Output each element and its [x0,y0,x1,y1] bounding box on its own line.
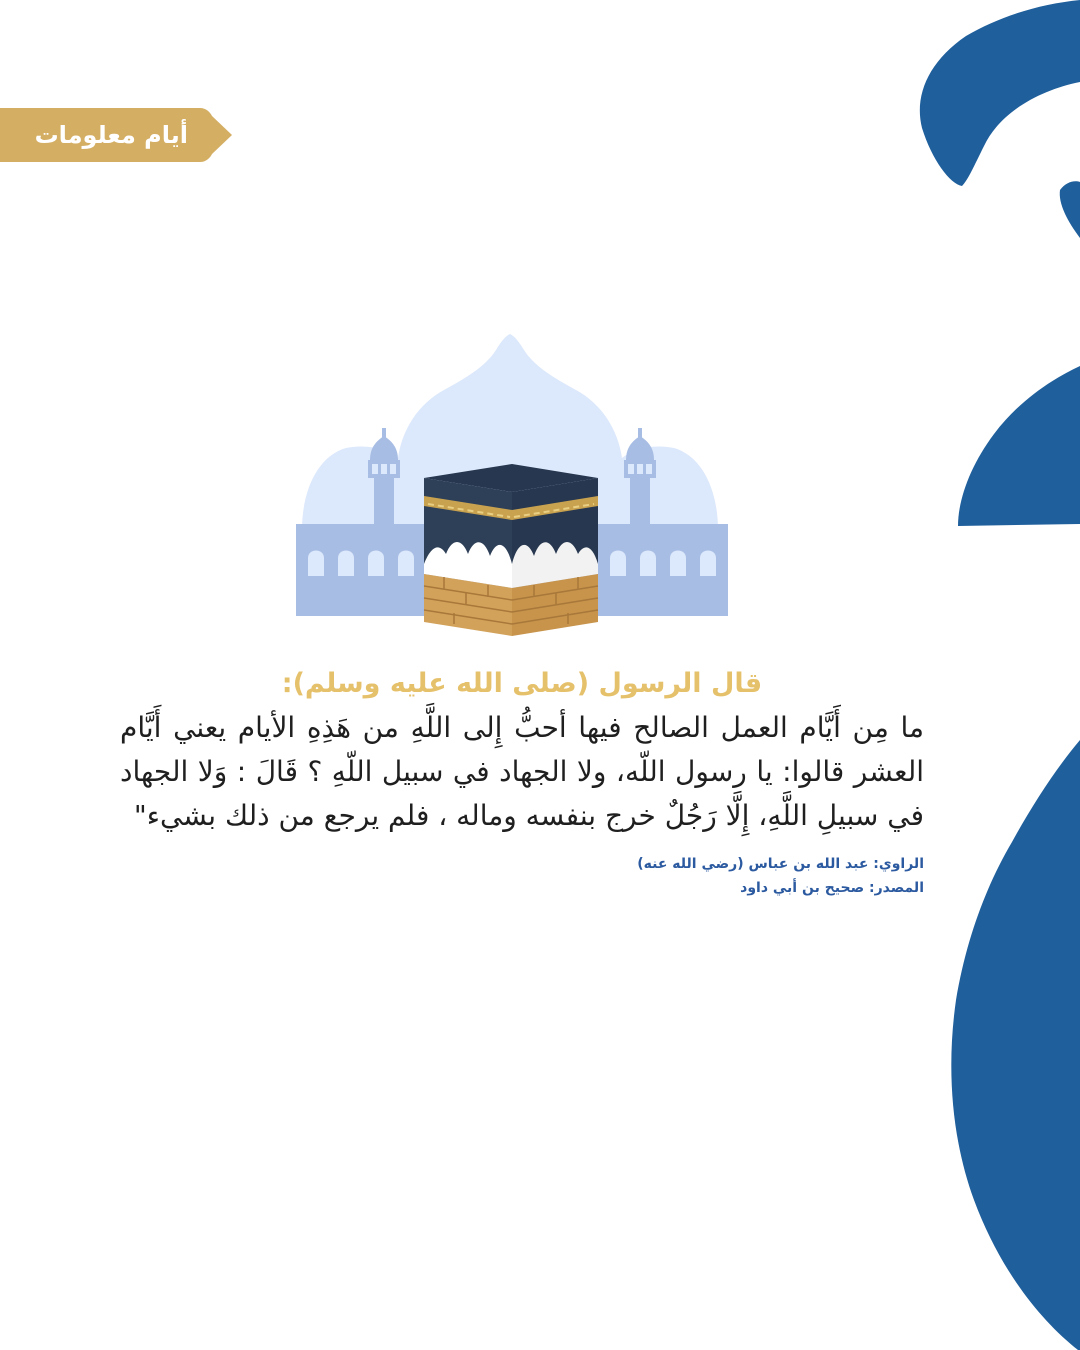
hadith-text: ما مِن أَيَّام العمل الصالح فيها أحبُّ إِلى اللَّهِ من هَذِهِ الأيام يعني أَيَّام العشر قالوا: يا رسول اللّه، ولا الجهاد في سبيل اللّهِ ؟ قَالَ : وَلا الجهاد في سبيلِ اللَّهِ، إِلَّا رَجُلٌ خرج بنفسه وماله ، فلم يرجع من ذلك بشيء" [120,711,924,832]
category-badge [0,108,234,162]
brush-stroke-bottom [951,740,1080,1350]
source-line: المصدر: صحيح بن أبي داود [740,880,924,896]
narrator-line: الراوي: عبد الله بن عباس (رضي الله عنه) [637,856,924,872]
brush-stroke-middle [958,366,1080,526]
hadith-block [120,662,924,900]
kaaba-mosque-icon [294,332,730,638]
hadith-meta [120,852,924,900]
brush-stroke-top [920,0,1080,186]
hadith-heading: قال الرسول (صلى الله عليه وسلم): [281,668,763,699]
badge-label: أيام معلومات [34,121,188,149]
brush-stroke-upper-tail [1060,181,1080,238]
